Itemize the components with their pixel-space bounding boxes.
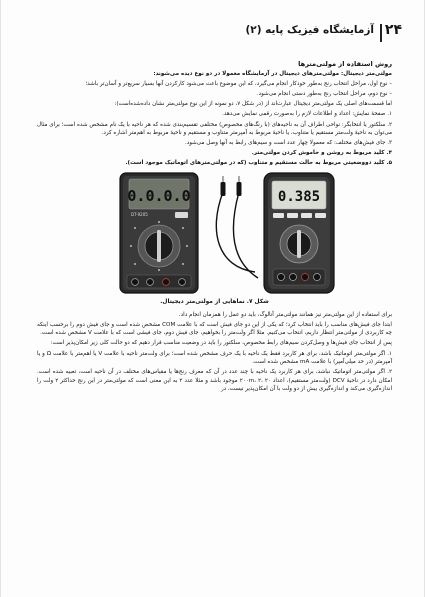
paragraph: مولتی‌متر دیجیتال: مولتی‌مترهای دیجیتال در آزمایشگاه معمولا در دو نوع دیده می‌شوند: (153, 71, 392, 78)
paragraph: ۳. جای فیش‌های مختلف: که معمولا چهار عدد است و سیم‌های رابط به آنها وصل می‌شود. (184, 140, 392, 147)
page-body (37, 60, 392, 395)
paragraph: ۴. کلید مربوط به روشن و خاموش کردن مولتی‌متر. (251, 150, 392, 157)
page-number: ۲۴ (384, 22, 402, 38)
text-section-top (37, 60, 392, 168)
left-model-label: DT-9205 (131, 212, 148, 218)
text-section-bottom (37, 311, 392, 394)
paragraph: – نوع اول، مراحل انتخاب رنج به‌طور خودکار انجام می‌گیرد، که این موضوع باعث می‌شود کارکردن آنها بسیار سریع‌تر و آسان‌تر باشد؛ (85, 81, 392, 88)
multimeter-manual-illustration (119, 172, 199, 294)
figure-multimeters (37, 172, 392, 295)
page-header (1, 22, 425, 46)
paragraph: ۱. صفحهٔ نمایش: اعداد و اطلاعات لازم را به‌صورت رقمی نمایش می‌دهد. (222, 111, 392, 118)
paragraph: – نوع دوم، مراحل انتخاب رنج به‌طور دستی انجام می‌شود. (256, 91, 392, 98)
left-display-readout: 0.0.0.0 (127, 187, 191, 206)
figure-caption: شکل ۷. نماهایی از مولتی‌متر دیجیتال. (160, 299, 269, 306)
paragraph: اما قسمت‌های اصلی یک مولتی‌متر دیجیتال عبارت‌اند از (در شکل ۷، دو نمونه از این نوع مولتی‌متر نشان داده‌شده‌است): (114, 101, 392, 108)
paragraph: ۱. اگر مولتی‌متر اتوماتیک باشد، برای هر کاربرد فقط یک ناحیه با یک حرف مشخص شده است؛ برای ولت‌متر ناحیه با علامت V یا اهم‌متر با علامت Ω و یا آمپرمتر (در حد میلی‌آمپر) با علامت mA مشخص شده است. (37, 350, 392, 366)
multimeter-autoranging-illustration (263, 172, 335, 294)
paragraph: ۲. سلکتور یا انتخابگر: نواحی اطراف آن به ناحیه‌های (با رنگ‌های مخصوص) مختلفی تقسیم‌بندی شده که هر ناحیه با یک نام مشخص شده است؛ برای مثال می‌توان به ناحیهٔ ولت‌متر مستقیم یا متناوب، یا ناحیهٔ مربوط به آمپرمتر متناوب و مستقیم و ناحیهٔ مربوط به اهم‌متر اشاره کرد. (37, 121, 392, 137)
book-title: آزمایشگاه فیزیک پایه (۲) (245, 24, 374, 36)
probe-leads-illustration (203, 172, 263, 294)
section-heading: روش استفاده از مولتی‌مترها (298, 60, 392, 68)
paragraph: پس از انتخاب جای فیش‌ها و وصل‌کردن سیم‌های رابط مخصوص، سلکتور را باید در وضعیت مناسب قرار دهیم که دو حالت کلی زیر امکان‌پذیر است: (50, 340, 392, 347)
paragraph: ۲. اگر مولتی‌متر اتوماتیک نباشد، برای هر کاربرد یک ناحیه با چند عدد در آن که معرف رنج‌ها یا مقیاس‌های مختلف در آن ناحیه است، تعبیه شده است. امکان دارد در ناحیهٔ DCV (ولت‌متر مستقیم)، اعداد ۲۰۰m، ۲، ۲۰ موجود باشد و مثلا عدد ۲ به این معنی است که مولتی‌متر در این رنج حداکثر ۲ ولت را اندازه‌گیری می‌کند و اندازه‌گیری بیش از دو ولت با آن امکان‌پذیر نیست، در (37, 369, 392, 393)
right-display-readout: 0.385 (277, 189, 321, 206)
paragraph: ابتدا جای فیش‌های مناسب را باید انتخاب کرد؛ که یکی از این دو جای فیش است که با علامت COM مشخص شده است و جای فیش دوم را برحسب اینکه چه کاربردی از مولتی‌متر انتظار داریم، انتخاب می‌کنیم. مثلا اگر ولت‌متر را بخواهیم، جای فیش دوم، جای فیشی است که با علامت V مشخص شده است. (37, 321, 392, 337)
header-divider (380, 24, 382, 42)
paragraph: ۵. کلید دووضعیتی مربوط به حالت مستقیم و متناوب (که در مولتی‌مترهای اتوماتیک موجود است). (125, 160, 392, 167)
paragraph: برای استفاده از این مولتی‌متر نیز همانند مولتی‌متر آنالوگ، باید دو عمل را همزمان انجام داد. (178, 311, 392, 318)
